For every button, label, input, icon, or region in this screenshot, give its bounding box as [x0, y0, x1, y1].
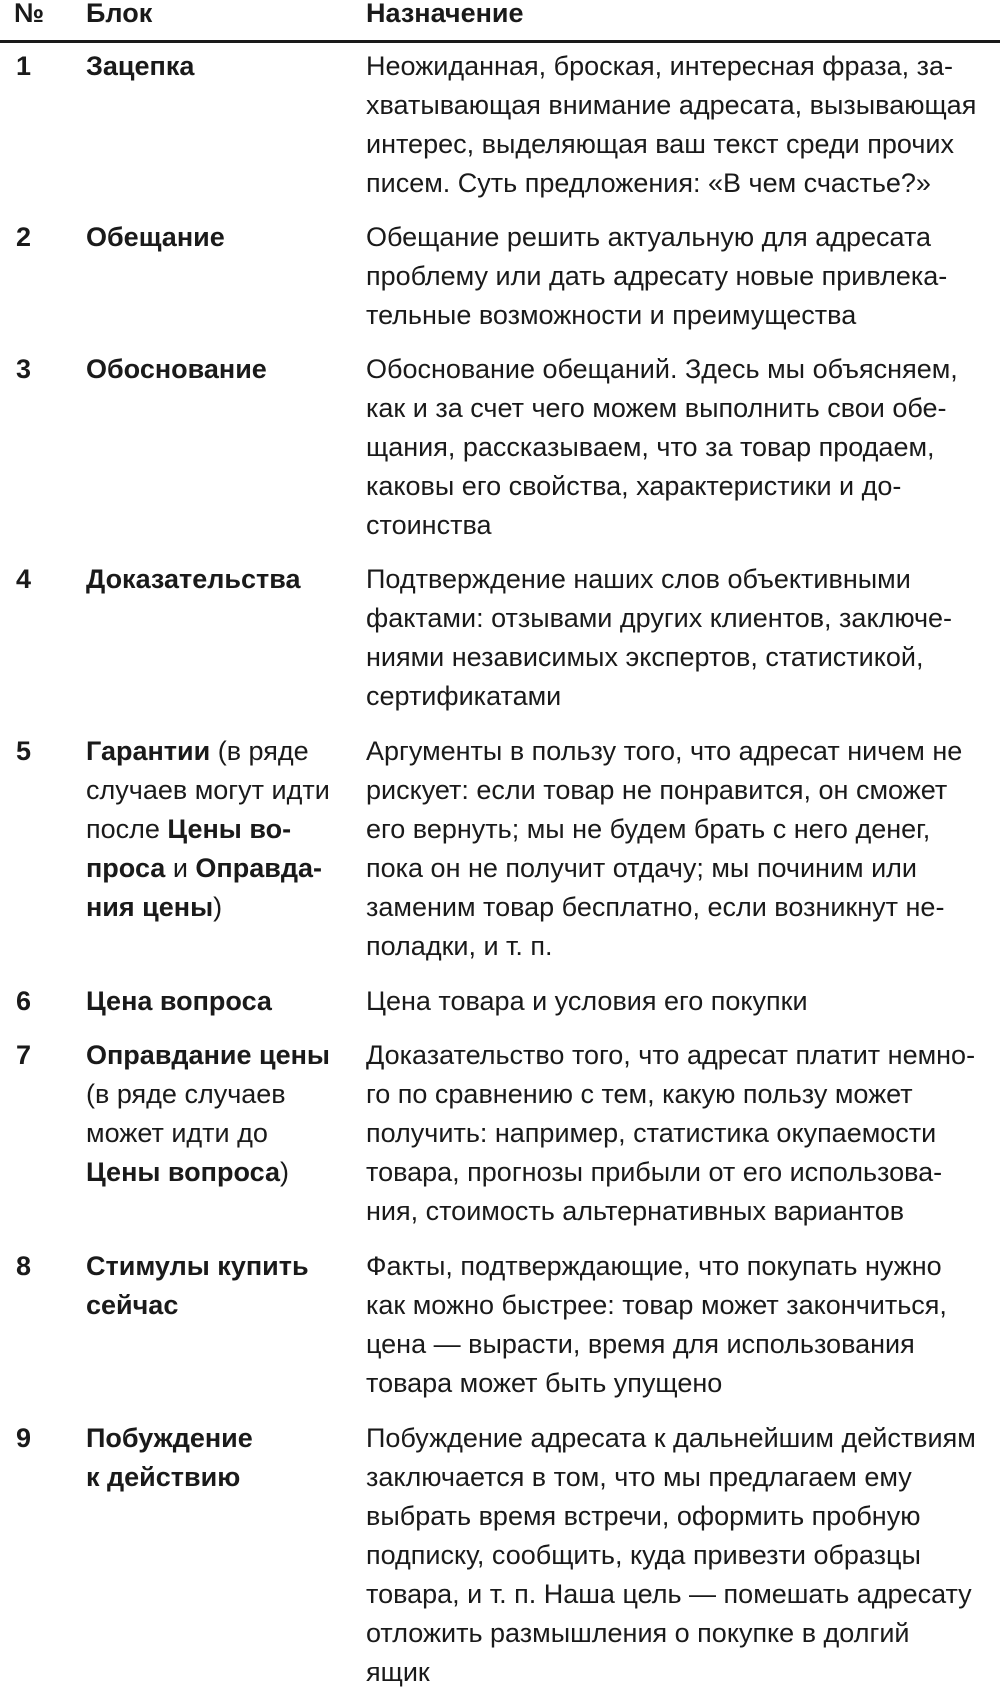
table-header	[0, 0, 1000, 38]
purpose-line: товара может быть упущено	[366, 1368, 723, 1398]
purpose-line: проблему или дать адресату новые привлека-	[366, 261, 948, 291]
row-block-title	[86, 350, 348, 389]
purpose-line: фактами: отзывами других клиентов, заключе-	[366, 603, 953, 633]
block-title-bold-text: Цены во-	[167, 814, 292, 844]
block-title-line	[86, 47, 348, 86]
row-number: 4	[16, 564, 32, 594]
block-title-note-text: и	[165, 853, 196, 883]
purpose-line: тельные возможности и преимущества	[366, 300, 857, 330]
purpose-line: товара, и т. п. Наша цель — помешать адресату	[366, 1579, 972, 1609]
block-title-line	[86, 982, 348, 1021]
purpose-line: Подтверждение наших слов объективными	[366, 564, 911, 594]
purpose-line: как можно быстрее: товар может закончиться,	[366, 1290, 947, 1320]
block-title-note-text: )	[279, 1157, 289, 1187]
purpose-line: Побуждение адресата к дальнейшим действиям	[366, 1423, 976, 1453]
block-title-bold-text: сейчас	[86, 1290, 179, 1320]
purpose-line: рискует: если товар не понравится, он сможет	[366, 775, 948, 805]
purpose-line: ниями независимых экспертов, статистикой,	[366, 642, 924, 672]
purpose-line: товара, прогнозы прибыли от его использова-	[366, 1157, 943, 1187]
purpose-line: получить: например, статистика окупаемости	[366, 1118, 937, 1148]
purpose-line: го по сравнению с тем, какую пользу может	[366, 1079, 913, 1109]
block-title-bold-text: Побуждение	[86, 1423, 253, 1453]
row-number: 2	[16, 222, 32, 252]
row-purpose	[366, 560, 986, 716]
row-number: 6	[16, 986, 32, 1016]
row-number: 8	[16, 1251, 32, 1281]
purpose-line: интерес, выделяющая ваш текст среди прочих	[366, 129, 954, 159]
purpose-line: как и за счет чего можем выполнить свои обе-	[366, 393, 947, 423]
block-title-bold-text: Обещание	[86, 222, 225, 252]
purpose-line: щания, рассказываем, что за товар продаем,	[366, 432, 935, 462]
row-block-title	[86, 560, 348, 599]
purpose-line: Цена товара и условия его покупки	[366, 986, 808, 1016]
block-title-line	[86, 218, 348, 257]
purpose-line: Доказательство того, что адресат платит немно-	[366, 1040, 976, 1070]
row-block-title	[86, 1247, 348, 1325]
block-title-line	[86, 350, 348, 389]
block-title-bold-text: Оправда-	[195, 853, 322, 883]
purpose-line: заключается в том, что мы предлагаем ему	[366, 1462, 912, 1492]
purpose-line: выбрать время встречи, оформить пробную	[366, 1501, 921, 1531]
block-title-line	[86, 1247, 348, 1286]
block-title-line	[86, 810, 348, 849]
row-block-title	[86, 1419, 348, 1497]
row-number: 3	[16, 354, 32, 384]
block-title-line	[86, 1458, 348, 1497]
block-title-bold-text: Цена вопроса	[86, 986, 272, 1016]
row-block-title	[86, 1036, 348, 1192]
purpose-line: пока он не получит отдачу; мы починим или	[366, 853, 918, 883]
purpose-line: Факты, подтверждающие, что покупать нужно	[366, 1251, 942, 1281]
block-title-bold-text: к действию	[86, 1462, 241, 1492]
block-title-bold-text: Зацепка	[86, 51, 195, 81]
purpose-line: Обоснование обещаний. Здесь мы объясняем,	[366, 354, 958, 384]
purpose-line: Неожиданная, броская, интересная фраза, за-	[366, 51, 954, 81]
row-purpose	[366, 982, 986, 1021]
row-block-title	[86, 982, 348, 1021]
block-title-line	[86, 771, 348, 810]
block-title-line	[86, 1036, 348, 1075]
purpose-line: его вернуть; мы не будем брать с него денег,	[366, 814, 931, 844]
row-purpose	[366, 1036, 986, 1231]
purpose-line: отложить размышления о покупке в долгий	[366, 1618, 910, 1648]
block-title-line	[86, 888, 348, 927]
purpose-line: стоинства	[366, 510, 492, 540]
purpose-line: ящик	[366, 1657, 430, 1687]
block-title-bold-text: Гарантии	[86, 736, 211, 766]
row-block-title	[86, 732, 348, 927]
row-purpose	[366, 1247, 986, 1403]
row-block-title	[86, 47, 348, 86]
header-purpose: Назначение	[366, 0, 524, 28]
block-title-bold-text: Стимулы купить	[86, 1251, 309, 1281]
block-title-note-text: может идти до	[86, 1118, 268, 1148]
row-number: 5	[16, 736, 32, 766]
block-title-line	[86, 1114, 348, 1153]
block-title-line	[86, 1153, 348, 1192]
row-purpose	[366, 47, 986, 203]
row-number: 7	[16, 1040, 32, 1070]
row-purpose	[366, 732, 986, 966]
block-title-note-text: (в ряде	[210, 736, 309, 766]
row-block-title	[86, 218, 348, 257]
purpose-line: сертификатами	[366, 681, 562, 711]
row-number: 9	[16, 1423, 32, 1453]
block-title-line	[86, 1286, 348, 1325]
purpose-line: Аргументы в пользу того, что адресат ничем не	[366, 736, 963, 766]
block-title-bold-text: проса	[86, 853, 166, 883]
header-divider	[0, 40, 1000, 43]
purpose-line: ния, стоимость альтернативных вариантов	[366, 1196, 905, 1226]
row-purpose	[366, 1419, 986, 1692]
block-title-line	[86, 1075, 348, 1114]
row-number: 1	[16, 51, 32, 81]
purpose-line: писем. Суть предложения: «В чем счастье?»	[366, 168, 931, 198]
block-title-bold-text: Цены вопроса	[86, 1157, 280, 1187]
block-title-note-text: (в ряде случаев	[86, 1079, 286, 1109]
purpose-line: Обещание решить актуальную для адресата	[366, 222, 932, 252]
block-title-bold-text: Оправдание цены	[86, 1040, 330, 1070]
block-title-bold-text: Доказательства	[86, 564, 301, 594]
row-purpose	[366, 218, 986, 335]
purpose-line: поладки, и т. п.	[366, 931, 553, 961]
header-block: Блок	[86, 0, 153, 28]
header-number: №	[14, 0, 45, 28]
block-title-line	[86, 732, 348, 771]
block-title-line	[86, 1419, 348, 1458]
block-title-note-text: )	[213, 892, 223, 922]
purpose-line: заменим товар бесплатно, если возникнут не-	[366, 892, 945, 922]
block-title-bold-text: ния цены	[86, 892, 214, 922]
purpose-line: цена — вырасти, время для использования	[366, 1329, 915, 1359]
block-title-bold-text: Обоснование	[86, 354, 267, 384]
block-title-note-text: случаев могут идти	[86, 775, 330, 805]
purpose-line: хватывающая внимание адресата, вызывающая	[366, 90, 977, 120]
purpose-line: подписку, сообщить, куда привезти образцы	[366, 1540, 921, 1570]
purpose-line: каковы его свойства, характеристики и до-	[366, 471, 902, 501]
row-purpose	[366, 350, 986, 545]
block-title-line	[86, 560, 348, 599]
block-title-line	[86, 849, 348, 888]
block-title-note-text: после	[86, 814, 168, 844]
